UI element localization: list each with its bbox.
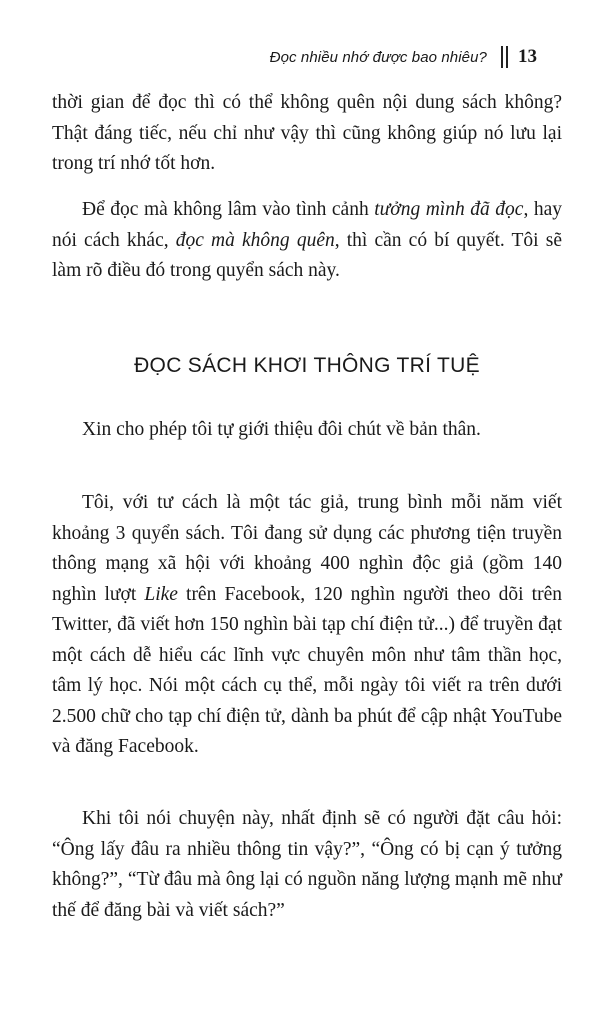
page-number: 13 xyxy=(518,46,537,67)
section-heading: ĐỌC SÁCH KHƠI THÔNG TRÍ TUỆ xyxy=(134,354,480,377)
italic-phrase: tưởng mình đã đọc xyxy=(374,199,524,220)
text-run: trên Facebook, 120 nghìn người theo dõi trên Twitter, đã viết hơn 150 nghìn bài tạp chí điện tử...) để truyền đạt một cách dễ hiểu các lĩnh vực chuyên môn như tâm thần học, tâm lý học. Nói một cách cụ thể, mỗi ngày tôi viết ra trên dưới 2.500 chữ cho tạp chí điện tử, dành ba phút để cập nhật YouTube và đăng Facebook. xyxy=(52,583,562,757)
text-run: Tôi, với tư cách là một tác giả, trung bình mỗi năm viết khoảng 3 quyển sách. Tôi đang sử dụng các phương tiện truyền thông mạng xã hội với khoảng 400 nghìn độc giả (gồm 140 nghìn lượt xyxy=(52,492,562,605)
text-run: Để đọc mà không lâm vào tình cảnh xyxy=(82,199,375,220)
paragraph-reading-secret xyxy=(52,195,562,287)
running-header-title: Đọc nhiều nhớ được bao nhiêu? xyxy=(269,48,487,66)
running-header xyxy=(270,46,537,68)
paragraph-questions: Khi tôi nói chuyện này, nhất định sẽ có người đặt câu hỏi: “Ông lấy đâu ra nhiều thông tin vậy?”, “Ông có bị cạn ý tưởng không?”, “Từ đâu mà ông lại có nguồn năng lượng mạnh mẽ như thế để đăng bài và viết sách?” xyxy=(52,808,562,921)
italic-word: Like xyxy=(144,583,178,605)
header-separator xyxy=(501,46,508,68)
paragraph-author-stats xyxy=(52,488,562,763)
paragraph-introduction: Xin cho phép tôi tự giới thiệu đôi chút về bản thân. xyxy=(82,419,481,440)
paragraph-continuation: thời gian để đọc thì có thể không quên nội dung sách không? Thật đáng tiếc, nếu chỉ như vậy thì cũng không giúp nó lưu lại trong trí nhớ tốt hơn. xyxy=(52,92,562,174)
text-run: , thì cần có bí quyết. Tôi sẽ làm rõ điều đó trong quyển sách này. xyxy=(52,229,562,281)
italic-phrase: đọc mà không quên xyxy=(175,229,335,251)
text-run: , hay nói cách khác, xyxy=(52,199,562,251)
